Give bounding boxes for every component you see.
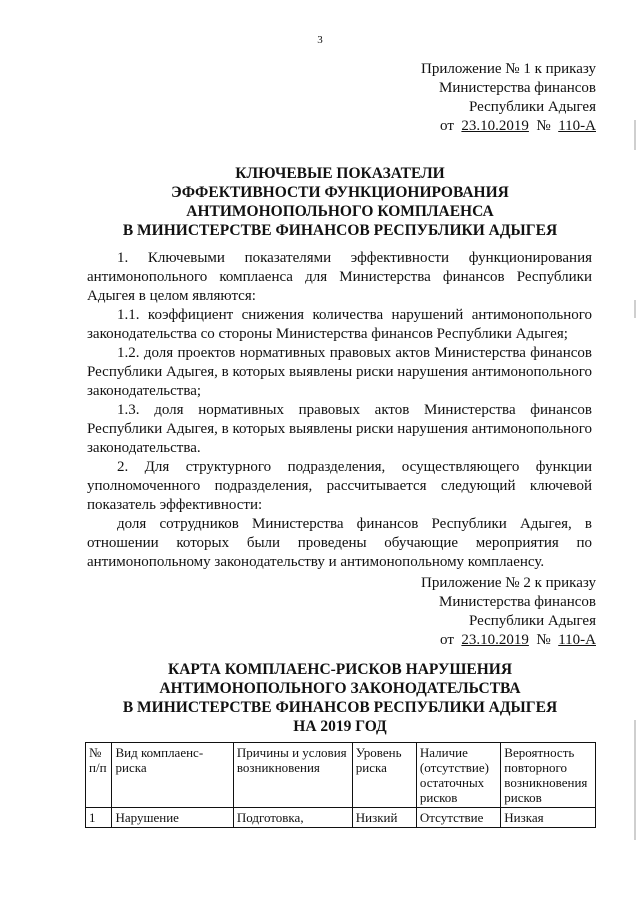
table-cell: Нарушение	[112, 808, 233, 828]
appendix-1-date: 23.10.2019	[461, 118, 529, 134]
title-1-line-2: ЭФФЕКТИВНОСТИ ФУНКЦИОНИРОВАНИЯ	[171, 184, 509, 201]
title-1-line-1: КЛЮЧЕВЫЕ ПОКАЗАТЕЛИ	[235, 165, 445, 182]
table-row	[86, 808, 596, 828]
title-2-line-3: В МИНИСТЕРСТВЕ ФИНАНСОВ РЕСПУБЛИКИ АДЫГЕЯ	[122, 699, 558, 716]
paragraph-1-1: 1.1. коэффициент снижения количества нарушений антимонопольного законодательства со стороны Министерства финансов Республики Адыгея;	[87, 307, 592, 342]
appendix-2-date-line	[421, 631, 596, 650]
appendix-1-line-3: Республики Адыгея	[468, 99, 596, 115]
appendix-1-number-sign: №	[536, 118, 551, 134]
key-indicators-body	[87, 249, 592, 572]
header-cell-causes: Причины и условия возникновения	[233, 743, 352, 808]
title-1-line-4: В МИНИСТЕРСТВЕ ФИНАНСОВ РЕСПУБЛИКИ АДЫГЕЯ	[122, 222, 558, 239]
header-cell-recurrence: Вероятность повторного возникновения рисков	[501, 743, 596, 808]
title-2-line-2: АНТИМОНОПОЛЬНОГО ЗАКОНОДАТЕЛЬСТВА	[159, 680, 521, 697]
header-cell-risk-type: Вид комплаенс-риска	[112, 743, 233, 808]
paragraph-1-3: 1.3. доля нормативных правовых актов Министерства финансов Республики Адыгея, в которых выявлены риски нарушения антимонопольного законодательства.	[87, 402, 592, 456]
paragraph-2: 2. Для структурного подразделения, осуществляющего функции уполномоченного подразделения, рассчитывается следующий ключевой показатель эффективности:	[87, 459, 592, 513]
appendix-1-line-1: Приложение № 1 к приказу	[421, 61, 596, 77]
appendix-2-header	[421, 574, 596, 650]
appendix-2-line-1: Приложение № 2 к приказу	[421, 575, 596, 591]
table-cell: Подготовка,	[233, 808, 352, 828]
appendix-2-number-sign: №	[536, 632, 551, 648]
appendix-1-line-2: Министерства финансов	[439, 80, 596, 96]
table-header-row	[86, 743, 596, 808]
scan-edge-mark	[634, 300, 636, 318]
table-cell: 1	[86, 808, 112, 828]
risk-map-title	[0, 660, 640, 736]
paragraph-1: 1. Ключевыми показателями эффективности функционирования антимонопольного комплаенса для Министерства финансов Республики Адыгея в целом являются:	[87, 250, 592, 304]
header-cell-number: № п/п	[86, 743, 112, 808]
appendix-1-date-line	[421, 117, 596, 136]
risk-map-table	[85, 742, 596, 828]
paragraph-2-1: доля сотрудников Министерства финансов Республики Адыгея, в отношении которых были проведены обучающие мероприятия по антимонопольному законодательству и антимонопольному комплаенсу.	[87, 516, 592, 570]
title-1-line-3: АНТИМОНОПОЛЬНОГО КОМПЛАЕНСА	[186, 203, 494, 220]
header-cell-residual-risks: Наличие (отсутствие) остаточных рисков	[416, 743, 500, 808]
header-cell-risk-level: Уровень риска	[352, 743, 416, 808]
appendix-1-header	[421, 60, 596, 136]
appendix-2-number: 110-А	[558, 632, 596, 648]
title-2-line-1: КАРТА КОМПЛАЕНС-РИСКОВ НАРУШЕНИЯ	[167, 661, 513, 678]
scan-edge-mark	[634, 720, 636, 840]
page-number: 3	[317, 34, 323, 46]
table-cell: Низкий	[352, 808, 416, 828]
appendix-1-date-prefix: от	[440, 118, 454, 134]
table-cell: Отсутствие	[416, 808, 500, 828]
paragraph-1-2: 1.2. доля проектов нормативных правовых актов Министерства финансов Республики Адыгея, в которых выявлены риски нарушения антимонопольного законодательства;	[87, 345, 592, 399]
appendix-1-number: 110-А	[558, 118, 596, 134]
table-cell: Низкая	[501, 808, 596, 828]
appendix-2-line-3: Республики Адыгея	[468, 613, 596, 629]
appendix-2-line-2: Министерства финансов	[439, 594, 596, 610]
title-2-line-4: НА 2019 ГОД	[293, 718, 387, 735]
appendix-2-date: 23.10.2019	[461, 632, 529, 648]
key-indicators-title	[0, 164, 640, 240]
scan-edge-mark	[634, 120, 636, 150]
appendix-2-date-prefix: от	[440, 632, 454, 648]
